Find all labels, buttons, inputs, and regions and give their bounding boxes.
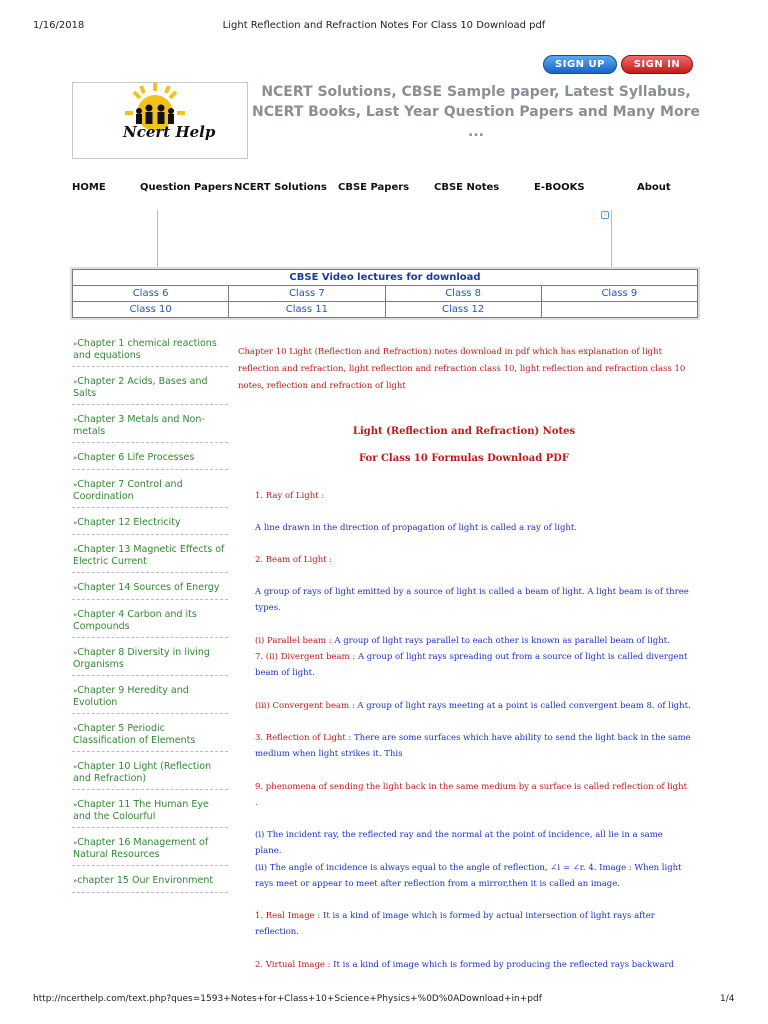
chapter-sidebar bbox=[72, 336, 228, 900]
chevron-right-icon: » bbox=[73, 584, 78, 592]
ad-banner[interactable] bbox=[157, 210, 612, 268]
site-tagline: NCERT Solutions, CBSE Sample paper, Latest Syllabus, NCERT Books, Last Year Question Papers and Many More ... bbox=[252, 84, 700, 140]
print-header bbox=[0, 0, 768, 40]
phenomena-tail: . bbox=[255, 798, 258, 808]
chevron-right-icon: » bbox=[73, 378, 78, 386]
divergent-beam-text: A group of light rays spreading out from a source of light is called divergent beam of light. bbox=[255, 652, 688, 678]
sidebar-item-label: Chapter 14 Sources of Energy bbox=[77, 582, 220, 593]
sidebar-item-ch2[interactable] bbox=[72, 374, 228, 405]
sidebar-item-label: Chapter 2 Acids, Bases and Salts bbox=[73, 376, 208, 399]
chevron-right-icon: » bbox=[73, 546, 78, 554]
chevron-right-icon: » bbox=[73, 687, 78, 695]
class-link-8[interactable]: Class 8 bbox=[385, 286, 541, 302]
sidebar-item-ch3[interactable] bbox=[72, 412, 228, 443]
beam-of-light-title: 2. Beam of Light : bbox=[255, 555, 333, 565]
video-table-header[interactable]: CBSE Video lectures for download bbox=[73, 270, 698, 286]
sidebar-item-label: Chapter 1 chemical reactions and equations bbox=[73, 338, 217, 361]
print-page-number: 1/4 bbox=[720, 994, 735, 1004]
sidebar-item-ch13[interactable] bbox=[72, 542, 228, 573]
chevron-right-icon: » bbox=[73, 801, 78, 809]
phenomena-para bbox=[255, 779, 691, 811]
chevron-right-icon: » bbox=[73, 725, 78, 733]
sidebar-item-label: Chapter 12 Electricity bbox=[77, 517, 181, 528]
virtual-image-text: It is a kind of image which is formed by producing the reflected rays backward bbox=[330, 960, 675, 970]
sidebar-item-ch4[interactable] bbox=[72, 607, 228, 638]
sidebar-item-ch11[interactable] bbox=[72, 797, 228, 828]
chevron-right-icon: » bbox=[73, 340, 78, 348]
chevron-right-icon: » bbox=[73, 519, 78, 527]
sidebar-item-label: Chapter 10 Light (Reflection and Refraction) bbox=[73, 761, 212, 784]
article-subtitle: For Class 10 Formulas Download PDF bbox=[358, 453, 569, 464]
site-logo[interactable] bbox=[72, 82, 248, 159]
video-lectures-table bbox=[72, 269, 698, 318]
chevron-right-icon: » bbox=[73, 763, 78, 771]
nav-question-papers[interactable]: Question Papers bbox=[140, 182, 233, 193]
sidebar-item-ch15[interactable] bbox=[72, 873, 228, 893]
article-intro: Chapter 10 Light (Reflection and Refraction) notes download in pdf which has explanation of light reflection and refraction, light reflection and refraction class 10, light reflection and refraction class 10 notes, reflection and refraction of light bbox=[238, 347, 686, 391]
convergent-beam-text: A group of light rays meeting at a point is called convergent beam 8. of light. bbox=[354, 701, 691, 711]
sidebar-item-label: Chapter 5 Periodic Classification of Elements bbox=[73, 723, 196, 746]
chevron-right-icon: » bbox=[73, 611, 78, 619]
signup-button[interactable]: SIGN UP bbox=[543, 55, 617, 74]
convergent-beam-label: (iii) Convergent beam : bbox=[255, 701, 355, 711]
sidebar-item-label: Chapter 13 Magnetic Effects of Electric Current bbox=[73, 544, 225, 567]
nav-about[interactable]: About bbox=[637, 182, 671, 193]
sidebar-item-ch7[interactable] bbox=[72, 477, 228, 508]
class-link-11[interactable]: Class 11 bbox=[229, 302, 385, 318]
nav-cbse-notes[interactable]: CBSE Notes bbox=[434, 182, 500, 193]
sidebar-item-ch5[interactable] bbox=[72, 721, 228, 752]
reflection-text: There are some surfaces which have ability to send the light back in the same medium when light strikes it. This bbox=[255, 733, 691, 759]
sidebar-item-label: Chapter 3 Metals and Non-metals bbox=[73, 414, 205, 437]
sidebar-item-ch9[interactable] bbox=[72, 683, 228, 714]
chevron-right-icon: » bbox=[73, 416, 78, 424]
sidebar-item-label: Chapter 7 Control and Coordination bbox=[73, 479, 183, 502]
reflection-para bbox=[255, 730, 691, 762]
nav-home[interactable]: HOME bbox=[72, 182, 106, 193]
sidebar-item-label: Chapter 16 Management of Natural Resources bbox=[73, 837, 209, 860]
nav-cbse-papers[interactable]: CBSE Papers bbox=[338, 182, 410, 193]
chevron-right-icon: » bbox=[73, 481, 78, 489]
sidebar-item-label: Chapter 9 Heredity and Evolution bbox=[73, 685, 189, 708]
class-link-10[interactable]: Class 10 bbox=[73, 302, 229, 318]
class-link-7[interactable]: Class 7 bbox=[229, 286, 385, 302]
chevron-right-icon: » bbox=[73, 839, 78, 847]
sidebar-item-ch1[interactable] bbox=[72, 336, 228, 367]
virtual-image-para bbox=[255, 957, 691, 973]
article-title: Light (Reflection and Refraction) Notes bbox=[352, 426, 576, 437]
parallel-beam-text: A group of light rays parallel to each other is known as parallel beam of light. bbox=[331, 636, 670, 646]
parallel-beam-para bbox=[255, 633, 691, 649]
law-2-para bbox=[255, 860, 691, 892]
class-link-12[interactable]: Class 12 bbox=[385, 302, 541, 318]
ray-of-light-text: A line drawn in the direction of propagation of light is called a ray of light. bbox=[255, 523, 577, 533]
parallel-beam-label: (i) Parallel beam : bbox=[255, 636, 332, 646]
sidebar-item-ch10[interactable] bbox=[72, 759, 228, 790]
print-url: http://ncerthelp.com/text.php?ques=1593+Notes+for+Class+10+Science+Physics+%0D%0ADownload+in+pdf bbox=[33, 994, 542, 1004]
nav-ebooks[interactable]: E-BOOKS bbox=[534, 182, 585, 193]
article-content bbox=[238, 344, 691, 970]
virtual-image-label: 2. Virtual Image : bbox=[255, 960, 331, 970]
signin-button[interactable]: SIGN IN bbox=[621, 55, 693, 74]
sidebar-item-ch14[interactable] bbox=[72, 580, 228, 600]
real-image-text: It is a kind of image which is formed by actual intersection of light rays after reflection. bbox=[255, 911, 655, 937]
class-link-6[interactable]: Class 6 bbox=[73, 286, 229, 302]
chevron-right-icon: » bbox=[73, 877, 78, 885]
sidebar-item-label: Chapter 8 Diversity in living Organisms bbox=[73, 647, 210, 670]
sidebar-item-label: chapter 15 Our Environment bbox=[77, 875, 214, 886]
real-image-label: 1. Real Image : bbox=[255, 911, 321, 921]
ad-choices-icon[interactable]: i bbox=[601, 211, 609, 219]
sun-logo-icon bbox=[73, 83, 248, 159]
sidebar-item-ch6[interactable] bbox=[72, 450, 228, 470]
print-date: 1/16/2018 bbox=[33, 20, 85, 31]
main-nav bbox=[72, 182, 698, 196]
sidebar-item-ch16[interactable] bbox=[72, 835, 228, 866]
empty-cell bbox=[541, 302, 697, 318]
divergent-beam-para bbox=[255, 649, 691, 681]
ray-of-light-title: 1. Ray of Light : bbox=[255, 491, 325, 501]
print-title: Light Reflection and Refraction Notes For Class 10 Download pdf bbox=[222, 20, 546, 31]
logo-text: Ncert Help bbox=[123, 123, 216, 141]
sidebar-item-label: Chapter 6 Life Processes bbox=[77, 452, 195, 463]
sidebar-item-label: Chapter 4 Carbon and its Compounds bbox=[73, 609, 197, 632]
divergent-beam-label: 7. (ii) Divergent beam : bbox=[255, 652, 356, 662]
phenomena-text: 9. phenomena of sending the light back in the same medium by a surface is called reflection of light bbox=[255, 782, 687, 792]
image-def-text: When light rays meet or appear to meet after reflection from a mirror,then it is called an image. bbox=[255, 863, 682, 889]
class-link-9[interactable]: Class 9 bbox=[541, 286, 697, 302]
nav-ncert-solutions[interactable]: NCERT Solutions bbox=[234, 182, 327, 193]
reflection-label: 3. Reflection of Light : bbox=[255, 733, 352, 743]
real-image-para bbox=[255, 908, 691, 940]
chevron-right-icon: » bbox=[73, 454, 78, 462]
sidebar-item-label: Chapter 11 The Human Eye and the Colourful bbox=[73, 799, 209, 822]
law-2-text: (ii) The angle of incidence is always equal to the angle of reflection, ∠i = ∠r. 4. Image : bbox=[255, 863, 632, 873]
sidebar-item-ch8[interactable] bbox=[72, 645, 228, 676]
beam-of-light-text: A group of rays of light emitted by a source of light is called a beam of light. A light beam is of three types. bbox=[255, 587, 689, 613]
law-1-text: (i) The incident ray, the reflected ray and the normal at the point of incidence, all lie in a same plane. bbox=[255, 830, 663, 856]
convergent-beam-para bbox=[255, 698, 691, 714]
chevron-right-icon: » bbox=[73, 649, 78, 657]
sidebar-item-ch12[interactable] bbox=[72, 515, 228, 535]
